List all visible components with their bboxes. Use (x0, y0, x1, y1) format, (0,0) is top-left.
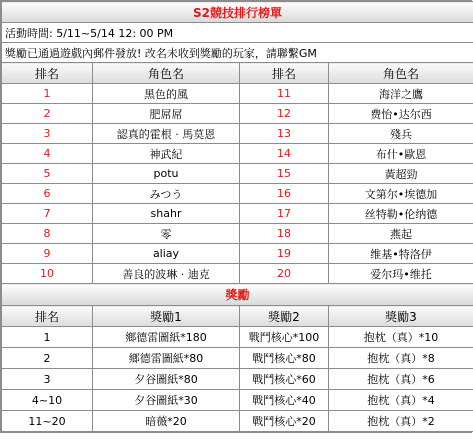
header-name-right: 角色名 (329, 63, 473, 84)
reward-item-2: 戰鬥核心*60 (240, 369, 329, 390)
rank-cell: 15 (240, 164, 329, 184)
ranking-table (1, 1, 473, 432)
reward-rank: 4~10 (2, 390, 93, 411)
reward-header-row (2, 306, 473, 327)
player-name: 善良的波琳 · 迪克 (93, 264, 240, 284)
rank-cell: 20 (240, 264, 329, 284)
reward-rank: 1 (2, 327, 93, 348)
reward-header-1: 獎勵1 (93, 306, 240, 327)
reward-item-1: 鄉德雷圖紙*80 (93, 348, 240, 369)
reward-header-rank: 排名 (2, 306, 93, 327)
rank-cell: 8 (2, 224, 93, 244)
player-name: 肥屌屌 (93, 104, 240, 124)
ranking-row (2, 144, 473, 164)
ranking-header-row (2, 63, 473, 84)
player-name: aliay (93, 244, 240, 264)
player-name: 燕起 (329, 224, 473, 244)
reward-item-1: 鄉德雷圖紙*180 (93, 327, 240, 348)
player-name: みつう (93, 184, 240, 204)
rank-cell: 12 (240, 104, 329, 124)
reward-rank: 2 (2, 348, 93, 369)
ranking-row (2, 184, 473, 204)
player-name: shahr (93, 204, 240, 224)
rank-cell: 17 (240, 204, 329, 224)
ranking-body (2, 84, 473, 284)
reward-row (2, 411, 473, 432)
player-name: 黃超勁 (329, 164, 473, 184)
player-name: 零 (93, 224, 240, 244)
reward-title-row (2, 284, 473, 306)
reward-row (2, 369, 473, 390)
rank-cell: 11 (240, 84, 329, 104)
reward-section-title: 獎勵 (2, 284, 473, 306)
rank-cell: 5 (2, 164, 93, 184)
reward-item-3: 抱枕（真）*10 (329, 327, 473, 348)
ranking-row (2, 104, 473, 124)
rank-cell: 16 (240, 184, 329, 204)
player-name: 海洋之鷹 (329, 84, 473, 104)
ranking-row (2, 264, 473, 284)
activity-time: 活動時間: 5/11~5/14 12: 00 PM (2, 23, 473, 43)
player-name: 爱尔玛•维托 (329, 264, 473, 284)
rank-cell: 2 (2, 104, 93, 124)
rank-cell: 19 (240, 244, 329, 264)
reward-item-3: 抱枕（真）*4 (329, 390, 473, 411)
player-name: 神武紀 (93, 144, 240, 164)
rank-cell: 1 (2, 84, 93, 104)
ranking-row (2, 84, 473, 104)
reward-item-2: 戰鬥核心*100 (240, 327, 329, 348)
header-name-left: 角色名 (93, 63, 240, 84)
reward-item-1: 暗薇*20 (93, 411, 240, 432)
player-name: 维基•特洛伊 (329, 244, 473, 264)
player-name: 黑色的風 (93, 84, 240, 104)
rank-cell: 9 (2, 244, 93, 264)
reward-item-1: 夕谷圖紙*80 (93, 369, 240, 390)
page-title: S2競技排行榜單 (2, 2, 473, 23)
reward-item-3: 抱枕（真）*6 (329, 369, 473, 390)
player-name: potu (93, 164, 240, 184)
rank-cell: 4 (2, 144, 93, 164)
player-name: 文第尔•埃德加 (329, 184, 473, 204)
activity-time-row (2, 23, 473, 43)
reward-notice: 獎勵已通過遊戲內郵件發放! 改名未收到獎勵的玩家，請聯繫GM (2, 43, 473, 63)
reward-item-3: 抱枕（真）*8 (329, 348, 473, 369)
reward-item-3: 抱枕（真）*2 (329, 411, 473, 432)
reward-item-2: 戰鬥核心*20 (240, 411, 329, 432)
reward-item-2: 戰鬥核心*80 (240, 348, 329, 369)
rank-cell: 3 (2, 124, 93, 144)
ranking-row (2, 164, 473, 184)
reward-header-2: 獎勵2 (240, 306, 329, 327)
player-name: 丝特勒•伦纳德 (329, 204, 473, 224)
player-name: 認真的霍根 · 馬莫恩 (93, 124, 240, 144)
rank-cell: 18 (240, 224, 329, 244)
reward-header-3: 獎勵3 (329, 306, 473, 327)
reward-item-2: 戰鬥核心*40 (240, 390, 329, 411)
notice-row (2, 43, 473, 63)
reward-rank: 3 (2, 369, 93, 390)
ranking-row (2, 224, 473, 244)
rank-cell: 10 (2, 264, 93, 284)
player-name: 费怡•达尔西 (329, 104, 473, 124)
reward-row (2, 348, 473, 369)
rank-cell: 13 (240, 124, 329, 144)
reward-row (2, 390, 473, 411)
header-rank-left: 排名 (2, 63, 93, 84)
rank-cell: 6 (2, 184, 93, 204)
ranking-row (2, 124, 473, 144)
header-rank-right: 排名 (240, 63, 329, 84)
reward-item-1: 夕谷圖紙*30 (93, 390, 240, 411)
player-name: 布什•歐恩 (329, 144, 473, 164)
ranking-row (2, 204, 473, 224)
ranking-row (2, 244, 473, 264)
rank-cell: 7 (2, 204, 93, 224)
reward-rank: 11~20 (2, 411, 93, 432)
title-row (2, 2, 473, 23)
reward-row (2, 327, 473, 348)
rank-cell: 14 (240, 144, 329, 164)
player-name: 殘兵 (329, 124, 473, 144)
